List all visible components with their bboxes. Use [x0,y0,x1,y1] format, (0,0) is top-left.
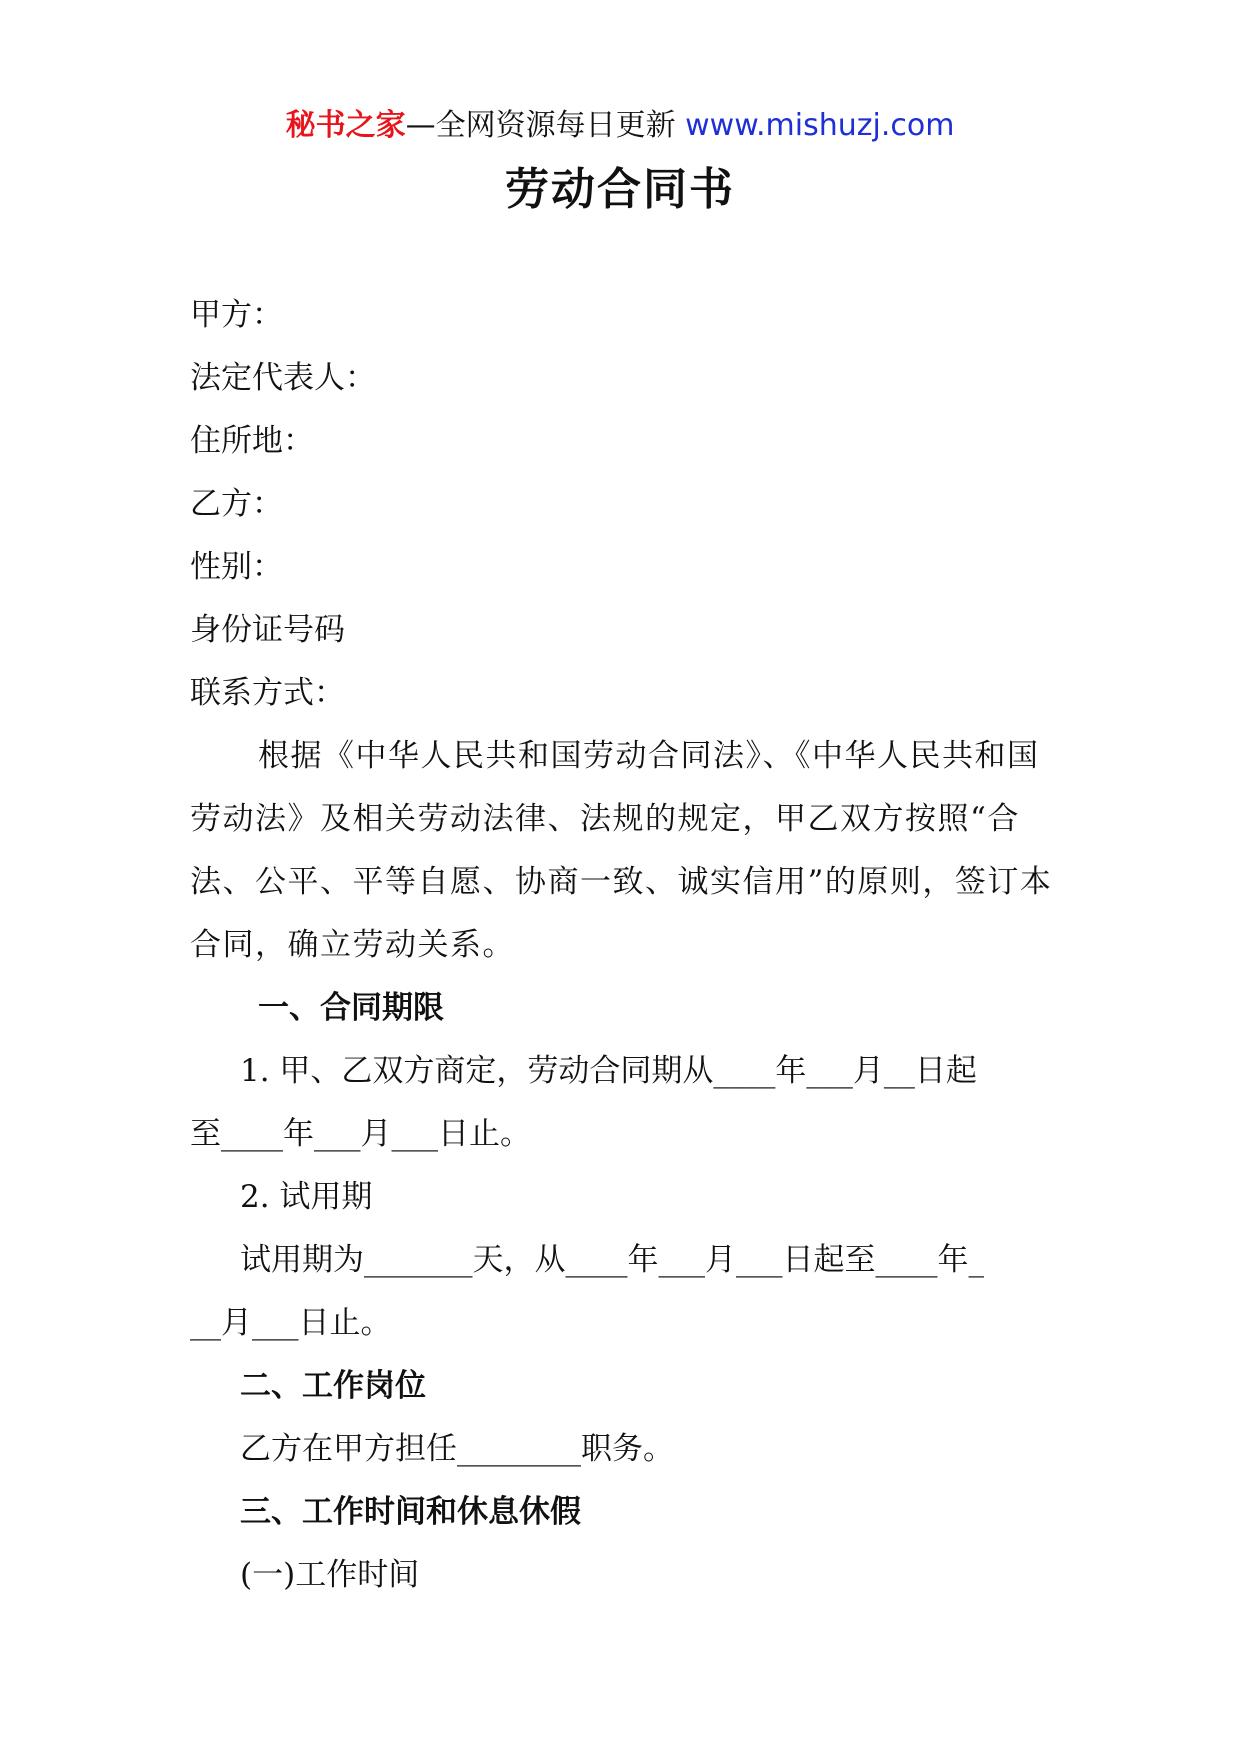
field-party-b: 乙方： [190,486,283,522]
field-gender: 性别： [190,549,283,585]
document-body [190,284,1060,1607]
field-party-a: 甲方： [190,297,283,333]
section-3-heading: 三、工作时间和休息休假 [240,1494,581,1530]
brand-name: 秘书之家 [285,108,406,143]
field-address: 住所地： [190,423,314,459]
section-3-sub-1: (一)工作时间 [240,1557,420,1593]
section-1-heading: 一、合同期限 [258,990,444,1026]
site-url-link[interactable]: www.mishuzj.com [685,108,955,143]
intro-paragraph: 根据《中华人民共和国劳动合同法》、《中华人民共和国劳动法》及相关劳动法律、法规的规定，甲乙双方按照“合法、公平、平等自愿、协商一致、诚实信用”的原则，签订本合同，确立劳动关系。 [190,738,1053,963]
section-1-item-2-title: 2. 试用期 [240,1179,373,1215]
section-2-text: 乙方在甲方担任________职务。 [240,1431,674,1467]
section-1-item-2-line-2: __月___日止。 [190,1305,392,1341]
document-title: 劳动合同书 [505,164,735,215]
section-1-item-1-line-1: 1. 甲、乙双方商定，劳动合同期从____年___月__日起 [240,1053,977,1089]
field-contact: 联系方式： [190,675,345,711]
header-tagline: —全网资源每日更新 [405,108,676,143]
section-1-item-2-line-1: 试用期为_______天，从____年___月___日起至____年_ [240,1242,984,1278]
site-header [0,104,1240,148]
section-1-item-1-line-2: 至____年___月___日止。 [190,1116,531,1152]
field-id-number: 身份证号码 [190,612,345,648]
field-legal-representative: 法定代表人： [190,360,376,396]
section-2-heading: 二、工作岗位 [240,1368,426,1404]
